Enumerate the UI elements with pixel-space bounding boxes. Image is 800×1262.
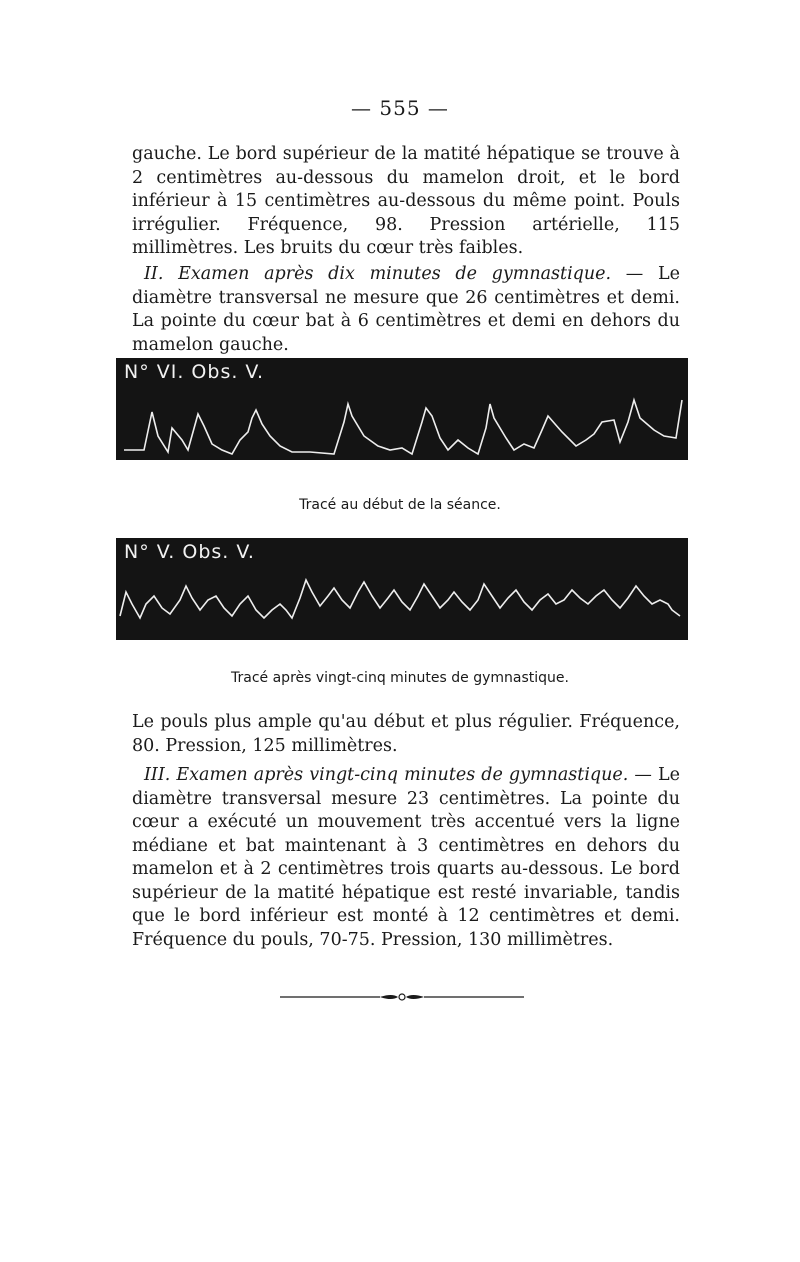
- figure-1-caption: Tracé au début de la séance.: [299, 497, 501, 513]
- page-number: — 555 —: [351, 96, 449, 120]
- section-ii: [132, 263, 680, 357]
- trace-2-line: [120, 580, 680, 618]
- end-ornament: [280, 990, 524, 1004]
- trace-2-label: N° V. Obs. V.: [124, 541, 255, 563]
- pulse-trace-2: [116, 538, 688, 640]
- section-iii-heading: III. Examen après vingt-cinq minutes de gymnastique.: [144, 765, 629, 785]
- section-iii: [132, 764, 680, 952]
- trace-1-line: [124, 400, 682, 454]
- section-ii-text: — Le diamètre transversal ne mesure que 26 centimètres et demi. La pointe du cœur bat à 6 centimètres et demi en dehors du mamelon gauche.: [132, 264, 680, 355]
- figure-2-caption: Tracé après vingt-cinq minutes de gymnastique.: [231, 670, 569, 686]
- pulse-trace-1: [116, 358, 688, 460]
- section-ii-heading: II. Examen après dix minutes de gymnastique.: [144, 264, 612, 284]
- section-iii-text: — Le diamètre transversal mesure 23 centimètres. La pointe du cœur a exécuté un mouvement très accentué vers la ligne médiane et bat maintenant à 3 centimètres en dehors du mamelon et à 2 centimètres trois quarts au-dessous. Le bord supérieur de la matité hépatique est resté invariable, tandis que le bord inférieur est monté à 12 centimètres et demi. Fréquence du pouls, 70-75. Pression, 130 millimètres.: [132, 765, 680, 950]
- paragraph-1: gauche. Le bord supérieur de la matité hépatique se trouve à 2 centimètres au-dessous du mamelon droit, et le bord inférieur à 15 centimètres au-dessous du même point. Pouls irrégulier. Fréquence, 98. Pression artérielle, 115 millimètres. Les bruits du cœur très faibles.: [132, 144, 680, 258]
- paragraph-3: Le pouls plus ample qu'au début et plus régulier. Fréquence, 80. Pression, 125 millimètres.: [132, 712, 680, 756]
- trace-1-label: N° VI. Obs. V.: [124, 361, 265, 383]
